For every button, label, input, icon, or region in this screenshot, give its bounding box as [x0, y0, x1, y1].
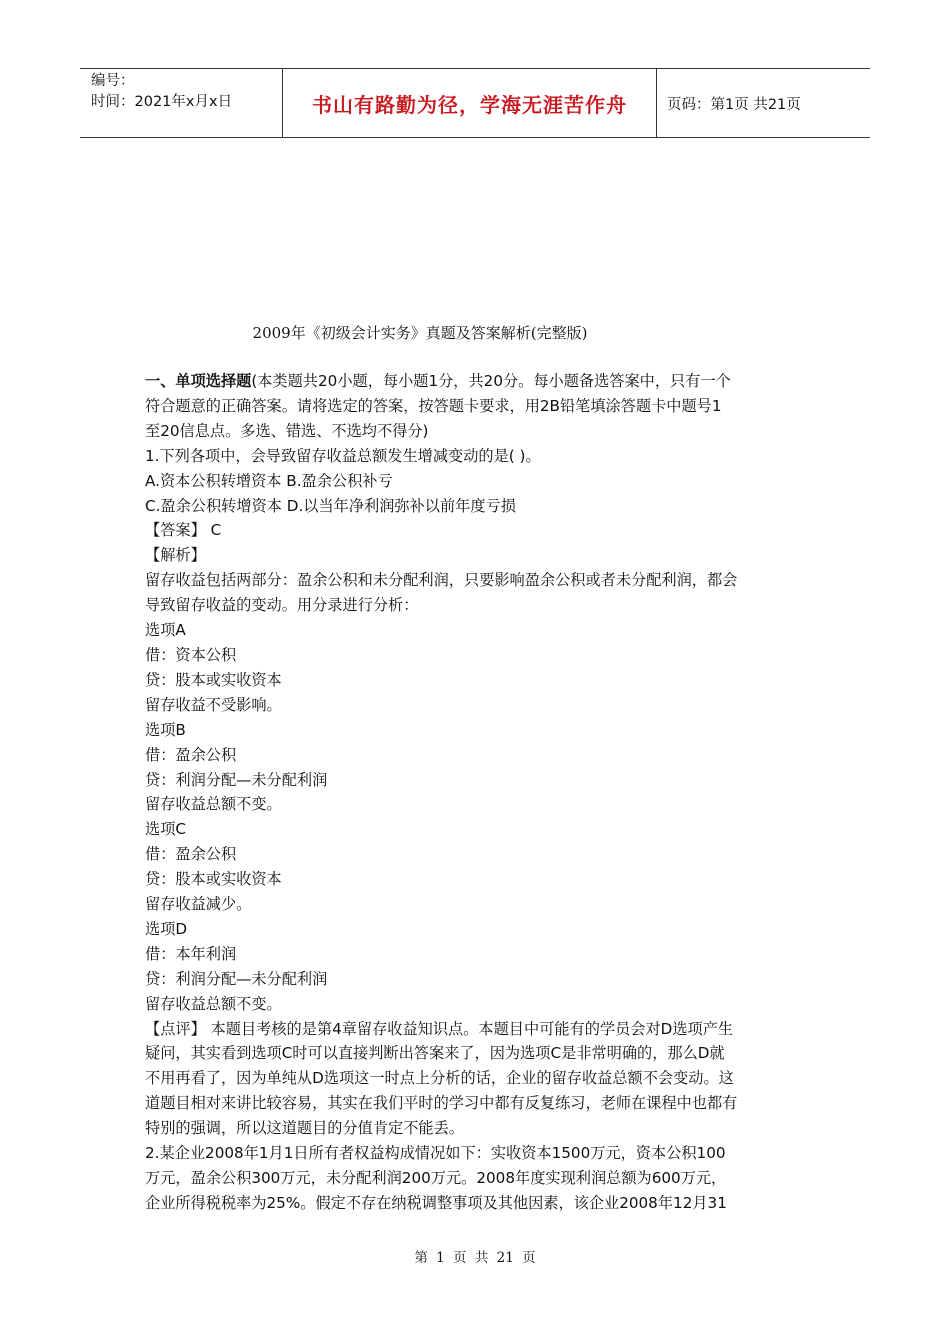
header-motto: 书山有路勤为径，学海无涯苦作舟	[282, 69, 657, 137]
text-line: 贷：利润分配—未分配利润	[145, 969, 328, 988]
text-line: C.盈余公积转增资本 D.以当年净利润弥补以前年度亏损	[145, 496, 516, 515]
section-heading: 一、单项选择题	[145, 372, 252, 390]
section-intro-line: 至20信息点。多选、错选、不选均不得分)	[145, 421, 429, 440]
text-line: 借：盈余公积	[145, 745, 237, 764]
text-line: 选项B	[145, 720, 186, 739]
text-line: 留存收益包括两部分：盈余公积和未分配利润，只要影响盈余公积或者未分配利润，都会	[145, 571, 738, 590]
section-first-line	[145, 369, 810, 394]
page-header	[80, 68, 870, 138]
text-line: 留存收益总额不变。	[145, 994, 282, 1013]
text-line: 留存收益总额不变。	[145, 795, 282, 814]
text-line: 贷：股本或实收资本	[145, 670, 282, 689]
text-line: 【答案】 C	[145, 521, 222, 540]
text-line: 2.某企业2008年1月1日所有者权益构成情况如下：实收资本1500万元，资本公积100	[145, 1144, 726, 1163]
text-line: 选项D	[145, 919, 188, 938]
text-line: 【解析】	[145, 546, 206, 565]
document-title: 2009年《初级会计实务》真题及答案解析(完整版)	[252, 324, 588, 342]
text-line: 留存收益不受影响。	[145, 695, 282, 714]
text-line: 不用再看了，因为单纯从D选项这一时点上分析的话，企业的留存收益总额不会变动。这	[145, 1069, 734, 1088]
text-line: 贷：股本或实收资本	[145, 870, 282, 889]
text-line: 选项A	[145, 621, 186, 640]
text-line: 【点评】 本题目考核的是第4章留存收益知识点。本题目中可能有的学员会对D选项产生	[145, 1019, 734, 1038]
text-line: 万元，盈余公积300万元，未分配利润200万元。2008年度实现利润总额为600万元，	[145, 1169, 727, 1187]
text-line: 企业所得税税率为25%。假定不存在纳税调整事项及其他因素，该企业2008年12月31	[145, 1193, 727, 1212]
section-intro-line: 符合题意的正确答案。请将选定的答案，按答题卡要求，用2B铅笔填涂答题卡中题号1	[145, 396, 722, 415]
header-page-info: 页码：第1页 共21页	[667, 96, 801, 113]
text-line: 借：盈余公积	[145, 845, 237, 864]
text-line: 导致留存收益的变动。用分录进行分析：	[145, 596, 419, 615]
text-line: 选项C	[145, 820, 186, 839]
text-line: 1.下列各项中，会导致留存收益总额发生增减变动的是( )。	[145, 446, 541, 465]
text-line: 贷：利润分配—未分配利润	[145, 770, 328, 789]
text-line: 特别的强调，所以这道题目的分值肯定不能丢。	[145, 1119, 464, 1138]
header-meta	[80, 69, 282, 137]
text-line: 道题目相对来讲比较容易，其实在我们平时的学习中都有反复练习，老师在课程中也都有	[145, 1094, 738, 1113]
text-line: A.资本公积转增资本 B.盈余公积补亏	[145, 471, 393, 490]
page-footer: 第 1 页 共 21 页	[414, 1250, 536, 1266]
time-label: 时间：2021年x月x日	[91, 94, 233, 110]
text-line: 借：资本公积	[145, 645, 237, 664]
code-label: 编号：	[91, 73, 135, 89]
text-line: 借：本年利润	[145, 944, 237, 963]
text-line: 疑问，其实看到选项C时可以直接判断出答案来了，因为选项C是非常明确的，那么D就	[145, 1044, 725, 1063]
text-line: 留存收益减少。	[145, 895, 252, 914]
section-intro-line: (本类题共20小题，每小题1分，共20分。每小题备选答案中，只有一个	[251, 372, 731, 390]
document-body	[145, 369, 810, 1216]
